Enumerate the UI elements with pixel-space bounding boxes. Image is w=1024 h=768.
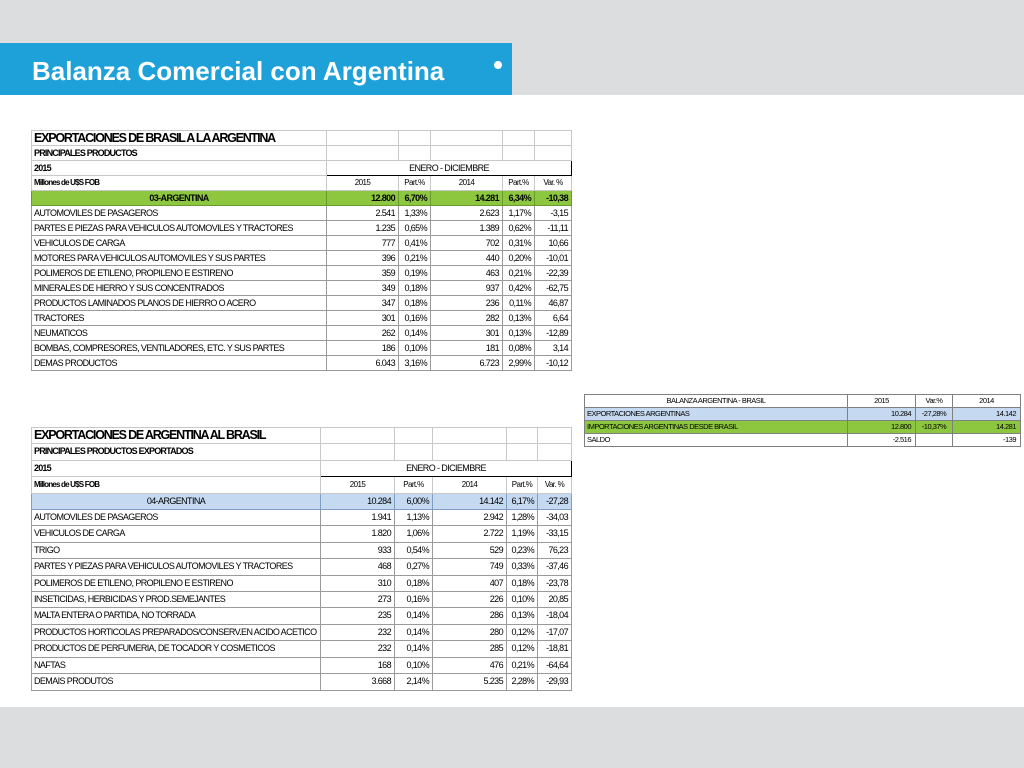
empty-cell (431, 146, 503, 161)
empty-cell (535, 146, 572, 161)
table-row (32, 592, 572, 608)
product-value: 280 (433, 624, 507, 640)
title-bullet-icon (494, 61, 502, 69)
product-value: -18,04 (538, 608, 572, 624)
product-value: 0,16% (395, 592, 433, 608)
product-value: 463 (431, 266, 503, 281)
units-label: Millones de U$S FOB (32, 176, 327, 191)
product-value: 1.941 (321, 510, 395, 526)
balance-row (585, 408, 1021, 421)
table-row (32, 510, 572, 526)
product-name: MALTA ENTERA O PARTIDA, NO TORRADA (32, 608, 321, 624)
table-row (32, 559, 572, 575)
column-header: 2014 (431, 176, 503, 191)
product-value: -64,64 (538, 657, 572, 673)
product-value: 3.668 (321, 674, 395, 690)
product-value: 285 (433, 641, 507, 657)
product-value: 0,12% (507, 624, 538, 640)
product-value: 468 (321, 559, 395, 575)
product-value: 0,65% (399, 221, 431, 236)
product-name: POLIMEROS DE ETILENO, PROPILENO E ESTIRENO (32, 575, 321, 591)
product-value: 273 (321, 592, 395, 608)
product-name: TRIGO (32, 542, 321, 558)
balance-label: SALDO (585, 434, 848, 447)
total-row (32, 191, 572, 206)
total-value: 6,34% (503, 191, 535, 206)
product-name: PARTES Y PIEZAS PARA VEHICULOS AUTOMOVILES Y TRACTORES (32, 559, 321, 575)
empty-cell (399, 131, 431, 146)
product-value: 0,21% (399, 251, 431, 266)
product-value: 0,11% (503, 296, 535, 311)
product-value: 0,21% (503, 266, 535, 281)
table-row (32, 236, 572, 251)
product-value: 0,10% (399, 341, 431, 356)
product-value: 0,18% (399, 281, 431, 296)
product-value: -17,07 (538, 624, 572, 640)
product-value: 2,14% (395, 674, 433, 690)
product-value: 0,18% (399, 296, 431, 311)
product-value: 168 (321, 657, 395, 673)
table-row (32, 206, 572, 221)
empty-cell (507, 444, 538, 460)
table-row (32, 251, 572, 266)
balance-value (916, 434, 953, 447)
product-name: VEHICULOS DE CARGA (32, 526, 321, 542)
table-subtitle: PRINCIPALES PRODUCTOS (32, 146, 327, 161)
product-name: BOMBAS, COMPRESORES, VENTILADORES, ETC. Y SUS PARTES (32, 341, 327, 356)
product-value: 0,21% (507, 657, 538, 673)
table-subtitle: PRINCIPALES PRODUCTOS EXPORTADOS (32, 444, 321, 460)
product-name: DEMAIS PRODUTOS (32, 674, 321, 690)
title-row (32, 131, 572, 146)
total-value: 14.281 (431, 191, 503, 206)
balance-value: -10,37% (916, 421, 953, 434)
product-value: 2.623 (431, 206, 503, 221)
product-value: 46,87 (535, 296, 572, 311)
product-value: 226 (433, 592, 507, 608)
product-value: 933 (321, 542, 395, 558)
title-row (32, 428, 572, 444)
product-value: 440 (431, 251, 503, 266)
product-value: 0,13% (503, 311, 535, 326)
product-value: 3,16% (399, 356, 431, 371)
empty-cell (399, 146, 431, 161)
product-name: NAFTAS (32, 657, 321, 673)
product-name: MINERALES DE HIERRO Y SUS CONCENTRADOS (32, 281, 327, 296)
product-value: 2,99% (503, 356, 535, 371)
table-row (32, 296, 572, 311)
column-header: Var. % (538, 477, 572, 493)
product-value: 286 (433, 608, 507, 624)
balance-label: EXPORTACIONES ARGENTINAS (585, 408, 848, 421)
total-value: 6,70% (399, 191, 431, 206)
product-name: PARTES E PIEZAS PARA VEHICULOS AUTOMOVILES Y TRACTORES (32, 221, 327, 236)
empty-cell (395, 428, 433, 444)
total-value: 6,00% (395, 493, 433, 509)
column-header: Part.% (399, 176, 431, 191)
year-row (32, 460, 572, 476)
units-label: Millones de U$S FOB (32, 477, 321, 493)
period-header: ENERO - DICIEMBRE (327, 161, 572, 176)
column-header: 2015 (321, 477, 395, 493)
empty-cell (507, 428, 538, 444)
product-value: -33,15 (538, 526, 572, 542)
product-name: AUTOMOVILES DE PASAGEROS (32, 510, 321, 526)
product-name: POLIMEROS DE ETILENO, PROPILENO E ESTIRENO (32, 266, 327, 281)
table-row (32, 281, 572, 296)
product-value: 0,18% (507, 575, 538, 591)
product-value: 76,23 (538, 542, 572, 558)
product-value: 0,10% (507, 592, 538, 608)
product-value: 0,33% (507, 559, 538, 575)
product-value: 476 (433, 657, 507, 673)
table-title: EXPORTACIONES DE BRASIL A LA ARGENTINA (32, 131, 327, 146)
product-value: 0,13% (503, 326, 535, 341)
product-value: 301 (327, 311, 399, 326)
header-row (32, 176, 572, 191)
table-row (32, 311, 572, 326)
balance-header-row (585, 395, 1021, 408)
table-year: 2015 (32, 161, 327, 176)
empty-cell (327, 146, 399, 161)
product-value: -12,89 (535, 326, 572, 341)
product-name: INSETICIDAS, HERBICIDAS Y PROD.SEMEJANTES (32, 592, 321, 608)
empty-cell (321, 444, 395, 460)
product-name: DEMAS PRODUCTOS (32, 356, 327, 371)
product-name: PRODUCTOS HORTICOLAS PREPARADOS/CONSERV.EN ACIDO ACETICO (32, 624, 321, 640)
column-header: Part.% (503, 176, 535, 191)
product-value: 0,23% (507, 542, 538, 558)
table-title: EXPORTACIONES DE ARGENTINA AL BRASIL (32, 428, 321, 444)
empty-cell (538, 444, 572, 460)
product-name: AUTOMOVILES DE PASAGEROS (32, 206, 327, 221)
balance-value: 14.281 (953, 421, 1021, 434)
product-value: 1.820 (321, 526, 395, 542)
product-value: 186 (327, 341, 399, 356)
column-header: 2015 (327, 176, 399, 191)
total-value: 10.284 (321, 493, 395, 509)
bottom-frame (0, 707, 1024, 768)
table-row (32, 266, 572, 281)
product-value: 0,14% (395, 641, 433, 657)
product-value: 529 (433, 542, 507, 558)
balance-column-header: 2014 (953, 395, 1021, 408)
product-value: 236 (431, 296, 503, 311)
column-header: Part.% (395, 477, 433, 493)
product-value: -62,75 (535, 281, 572, 296)
product-value: 6.723 (431, 356, 503, 371)
product-value: 0,14% (395, 608, 433, 624)
product-value: 0,14% (399, 326, 431, 341)
product-name: TRACTORES (32, 311, 327, 326)
exports-argentina-table (31, 427, 572, 691)
header-row (32, 477, 572, 493)
table-row (32, 624, 572, 640)
empty-cell (535, 131, 572, 146)
year-row (32, 161, 572, 176)
product-value: -29,93 (538, 674, 572, 690)
empty-cell (538, 428, 572, 444)
product-value: 6.043 (327, 356, 399, 371)
product-value: 0,42% (503, 281, 535, 296)
total-value: 6,17% (507, 493, 538, 509)
product-value: 0,16% (399, 311, 431, 326)
product-value: -10,12 (535, 356, 572, 371)
product-value: 2.541 (327, 206, 399, 221)
product-value: 235 (321, 608, 395, 624)
product-value: 301 (431, 326, 503, 341)
product-value: 232 (321, 624, 395, 640)
balance-value: -2.516 (848, 434, 916, 447)
table-row (32, 526, 572, 542)
product-name: VEHICULOS DE CARGA (32, 236, 327, 251)
balance-column-header: Var.% (916, 395, 953, 408)
subtitle-row (32, 444, 572, 460)
table-row (32, 356, 572, 371)
product-value: 347 (327, 296, 399, 311)
empty-cell (327, 131, 399, 146)
balance-row (585, 434, 1021, 447)
product-value: 0,19% (399, 266, 431, 281)
table-row (32, 326, 572, 341)
slide-title: Balanza Comercial con Argentina (32, 56, 445, 86)
balance-value: 10.284 (848, 408, 916, 421)
table-row (32, 221, 572, 236)
balance-value: -139 (953, 434, 1021, 447)
product-name: NEUMATICOS (32, 326, 327, 341)
product-value: 1,06% (395, 526, 433, 542)
product-value: 1,33% (399, 206, 431, 221)
subtitle-row (32, 146, 572, 161)
product-name: PRODUCTOS LAMINADOS PLANOS DE HIERRO O ACERO (32, 296, 327, 311)
empty-cell (433, 428, 507, 444)
product-value: -37,46 (538, 559, 572, 575)
total-label: 03-ARGENTINA (32, 191, 327, 206)
balance-column-header: 2015 (848, 395, 916, 408)
product-value: 5.235 (433, 674, 507, 690)
product-value: 0,31% (503, 236, 535, 251)
product-value: 310 (321, 575, 395, 591)
product-name: MOTORES PARA VEHICULOS AUTOMOVILES Y SUS PARTES (32, 251, 327, 266)
product-value: 0,54% (395, 542, 433, 558)
product-value: 0,62% (503, 221, 535, 236)
product-value: 702 (431, 236, 503, 251)
product-value: 262 (327, 326, 399, 341)
product-value: 1,13% (395, 510, 433, 526)
product-value: 0,12% (507, 641, 538, 657)
product-value: 282 (431, 311, 503, 326)
product-value: -10,01 (535, 251, 572, 266)
product-value: 2.942 (433, 510, 507, 526)
product-value: 6,64 (535, 311, 572, 326)
product-value: 2.722 (433, 526, 507, 542)
product-value: 1,17% (503, 206, 535, 221)
product-value: 1,19% (507, 526, 538, 542)
table-row (32, 674, 572, 690)
product-value: -34,03 (538, 510, 572, 526)
balance-table (584, 394, 1021, 447)
product-value: -22,39 (535, 266, 572, 281)
product-value: 2,28% (507, 674, 538, 690)
empty-cell (433, 444, 507, 460)
product-value: -11,11 (535, 221, 572, 236)
product-value: 359 (327, 266, 399, 281)
product-value: 20,85 (538, 592, 572, 608)
period-header: ENERO - DICIEMBRE (321, 460, 572, 476)
column-header: Var. % (535, 176, 572, 191)
product-value: 1.389 (431, 221, 503, 236)
empty-cell (321, 428, 395, 444)
product-value: 0,41% (399, 236, 431, 251)
balance-row (585, 421, 1021, 434)
product-value: 937 (431, 281, 503, 296)
product-value: -3,15 (535, 206, 572, 221)
balance-column-header: BALANZA ARGENTINA - BRASIL (585, 395, 848, 408)
column-header: Part.% (507, 477, 538, 493)
total-value: -27,28 (538, 493, 572, 509)
product-value: 0,14% (395, 624, 433, 640)
product-value: 3,14 (535, 341, 572, 356)
product-value: -23,78 (538, 575, 572, 591)
product-value: 10,66 (535, 236, 572, 251)
product-value: 749 (433, 559, 507, 575)
product-value: 0,08% (503, 341, 535, 356)
total-value: 14.142 (433, 493, 507, 509)
total-row (32, 493, 572, 509)
product-value: 396 (327, 251, 399, 266)
balance-value: -27,28% (916, 408, 953, 421)
product-value: 181 (431, 341, 503, 356)
exports-brazil-table (31, 130, 572, 371)
empty-cell (503, 146, 535, 161)
product-value: -18,81 (538, 641, 572, 657)
balance-value: 14.142 (953, 408, 1021, 421)
product-value: 0,27% (395, 559, 433, 575)
product-name: PRODUCTOS DE PERFUMERIA, DE TOCADOR Y COSMETICOS (32, 641, 321, 657)
product-value: 407 (433, 575, 507, 591)
total-value: -10,38 (535, 191, 572, 206)
product-value: 777 (327, 236, 399, 251)
total-value: 12.800 (327, 191, 399, 206)
empty-cell (431, 131, 503, 146)
product-value: 0,20% (503, 251, 535, 266)
balance-value: 12.800 (848, 421, 916, 434)
total-label: 04-ARGENTINA (32, 493, 321, 509)
table-year: 2015 (32, 460, 321, 476)
product-value: 0,10% (395, 657, 433, 673)
product-value: 232 (321, 641, 395, 657)
table-row (32, 542, 572, 558)
table-row (32, 641, 572, 657)
table-row (32, 575, 572, 591)
product-value: 1.235 (327, 221, 399, 236)
empty-cell (395, 444, 433, 460)
product-value: 1,28% (507, 510, 538, 526)
table-row (32, 608, 572, 624)
table-row (32, 657, 572, 673)
table-row (32, 341, 572, 356)
product-value: 349 (327, 281, 399, 296)
product-value: 0,18% (395, 575, 433, 591)
product-value: 0,13% (507, 608, 538, 624)
balance-label: IMPORTACIONES ARGENTINAS DESDE BRASIL (585, 421, 848, 434)
empty-cell (503, 131, 535, 146)
column-header: 2014 (433, 477, 507, 493)
